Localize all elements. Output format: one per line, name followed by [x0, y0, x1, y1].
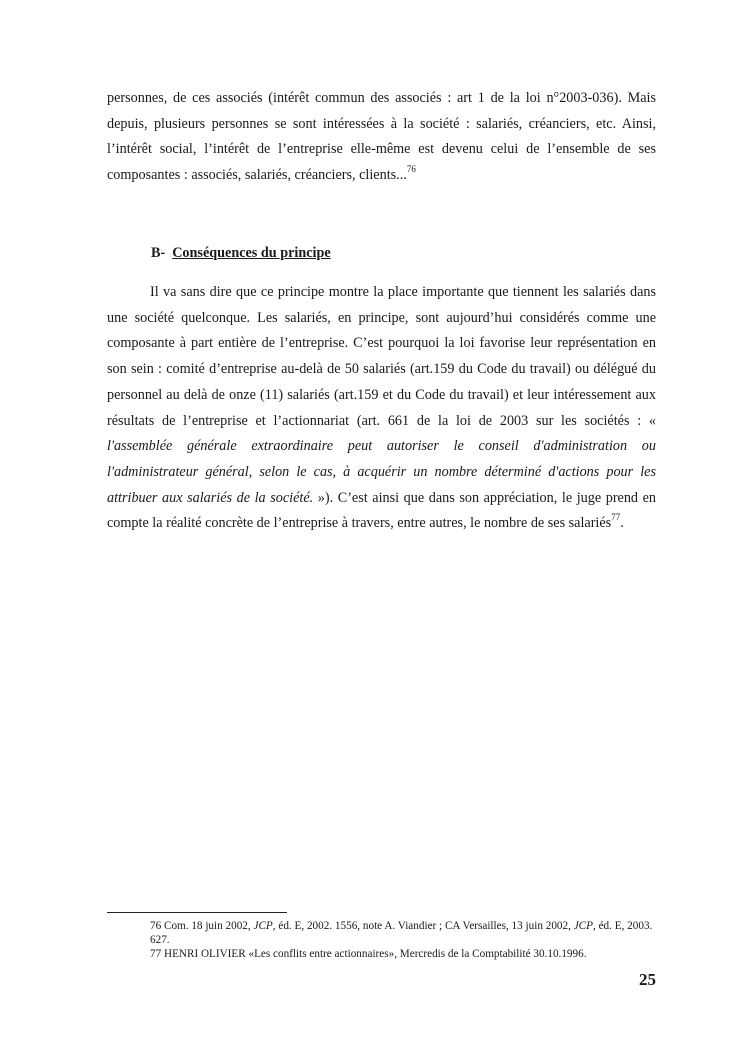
footnote-76-part: 76 Com. 18 juin 2002, — [150, 920, 251, 932]
footnotes — [150, 919, 656, 961]
footnote-ref-77[interactable]: 77 — [611, 512, 621, 523]
footnote-76-journal: JCP — [573, 920, 593, 932]
paragraph-end-punct: . — [620, 515, 624, 532]
footnote-ref-76[interactable]: 76 — [406, 164, 416, 175]
section-title: Conséquences du principe — [172, 245, 331, 261]
footnote-76-part: , éd. E, 2002. 1556, note A. Viandier ; CA Versailles, 13 juin 2002, — [272, 920, 571, 932]
law-quote: l'assemblée générale extraordinaire peut autoriser le conseil d'administration ou l'administrateur général, selon le cas, à acquérir un nombre déterminé d'actions pour les attribuer aux salariés de la société. — [107, 438, 656, 506]
footnote-77: 77 HENRI OLIVIER «Les conflits entre actionnaires», Mercredis de la Comptabilité 30.10.1996. — [150, 948, 587, 960]
footnote-76-part: , éd. E, 2003. 627. — [150, 920, 653, 946]
section-heading — [151, 241, 331, 265]
paragraph-consequences-text: Il va sans dire que ce principe montre la place importante que tiennent les salariés dans une société quelconque. Les salariés, en principe, sont aujourd’hui considérés comme une composante à part entière de l’entreprise. C’est pourquoi la loi favorise leur représentation en son sein : comité d’entreprise au-delà de 50 salariés (art.159 du Code du travail) ou délégué du personnel au delà de onze (11) salariés (art.159 et du Code du travail) et leur intéressement aux résultats de l’entreprise et l’actionnariat (art. 661 de la loi de 2003 sur les sociétés : « — [107, 284, 656, 429]
footnote-separator — [107, 912, 287, 913]
paragraph-intro — [107, 86, 656, 189]
section-marker: B- — [151, 245, 166, 261]
footnote-76-journal: JCP — [253, 920, 273, 932]
page-number: 25 — [639, 970, 656, 989]
paragraph-consequences — [107, 280, 656, 537]
paragraph-intro-text: personnes, de ces associés (intérêt commun des associés : art 1 de la loi n°2003-036). Mais depuis, plusieurs personnes se sont intéressées à la société : salariés, créanciers, etc. Ainsi, l’intérêt social, l’intérêt de l’entreprise elle-même est devenu celui de l’ensemble de ses composantes : associés, salariés, créanciers, clients... — [107, 90, 656, 184]
footnote-76 — [150, 919, 656, 947]
paragraph-consequences-text-end: »). C’est ainsi que dans son appréciation, le juge prend en compte la réalité concrète de l’entreprise à travers, entre autres, le nombre de ses salariés — [107, 489, 657, 532]
